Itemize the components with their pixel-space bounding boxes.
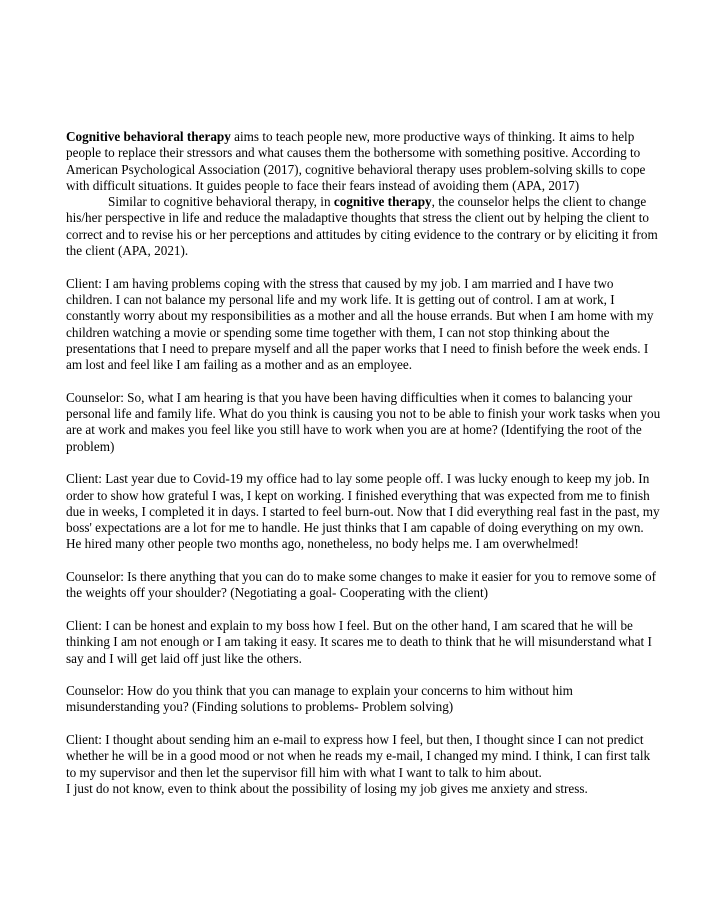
term-cognitive-behavioral-therapy: Cognitive behavioral therapy — [66, 129, 231, 144]
client-paragraph-3: Client: I can be honest and explain to my boss how I feel. But on the other hand, I am scared that he will be thinking I am not enough or I am taking it easy. It scares me to death to think that he will misunderstand what I say and I will get laid off just like the others. — [66, 617, 652, 666]
counselor-paragraph-1: Counselor: So, what I am hearing is that you have been having difficulties when it comes to balancing your personal life and family life. What do you think is causing you not to be able to finish your work tasks when you are at work and makes you feel like you still have to work when you are at home? (Identifying the root of the problem) — [66, 389, 661, 454]
counselor-paragraph-3: Counselor: How do you think that you can manage to explain your concerns to him without him misunderstanding you? (Finding solutions to problems- Problem solving) — [66, 683, 573, 715]
intro-text-1: aims to teach people new, more productive ways of thinking. It aims to help people to replace their stressors and what causes them the bothersome with something positive. According to American Psychological Association (2017), cognitive behavioral therapy uses problem-solving skills to cope with difficult situations. It guides people to face their fears instead of avoiding them (APA, 2017) — [66, 129, 646, 193]
intro-text-2a: Similar to cognitive behavioral therapy, in — [108, 194, 334, 210]
intro-paragraph-2 — [66, 194, 662, 259]
client-paragraph-2: Client: Last year due to Covid-19 my office had to lay some people off. I was lucky enough to keep my job. In order to show how grateful I was, I kept on working. I finished everything that was expected from me to finish due in weeks, I completed it in days. I started to feel burn-out. Now that I did everything real fast in the past, my boss' expectations are a lot for me to handle. He just thinks that I am capable of doing everything on my own. He hired many other people two months ago, nonetheless, no body helps me. I am overwhelmed! — [66, 471, 660, 552]
intro-paragraph-1 — [66, 129, 662, 194]
document-page — [66, 129, 662, 797]
client-paragraph-1: Client: I am having problems coping with the stress that caused by my job. I am married and I have two children. I can not balance my personal life and my work life. It is getting out of control. I am at work, I constantly worry about my responsibilities as a mother and all the house errands. But when I am home with my children watching a movie or spending some time together with them, I can not stop thinking about the presentations that I need to prepare myself and all the paper works that I need to finish before the week ends. I am lost and feel like I am failing as a mother and as an employee. — [66, 275, 654, 373]
closing-paragraph: I just do not know, even to think about the possibility of losing my job gives me anxiety and stress. — [66, 780, 588, 796]
counselor-paragraph-2: Counselor: Is there anything that you can do to make some changes to make it easier for you to remove some of the weights off your shoulder? (Negotiating a goal- Cooperating with the client) — [66, 569, 656, 601]
term-cognitive-therapy: cognitive therapy — [333, 194, 432, 210]
client-paragraph-4: Client: I thought about sending him an e-mail to express how I feel, but then, I thought since I can not predict whether he will be in a good mood or not when he reads my e-mail, I changed my mind. I think, I can first talk to my supervisor and then let the supervisor fill him with what I want to talk to him about. — [66, 731, 651, 780]
intro-text-2b: , the counselor helps the client to change his/her perspective in life and reduce the maladaptive thoughts that stress the client out by helping the client to correct and to revise his or her perceptions and attitudes by citing evidence to the contrary or by eliciting it from the client (APA, 2021). — [66, 194, 658, 259]
